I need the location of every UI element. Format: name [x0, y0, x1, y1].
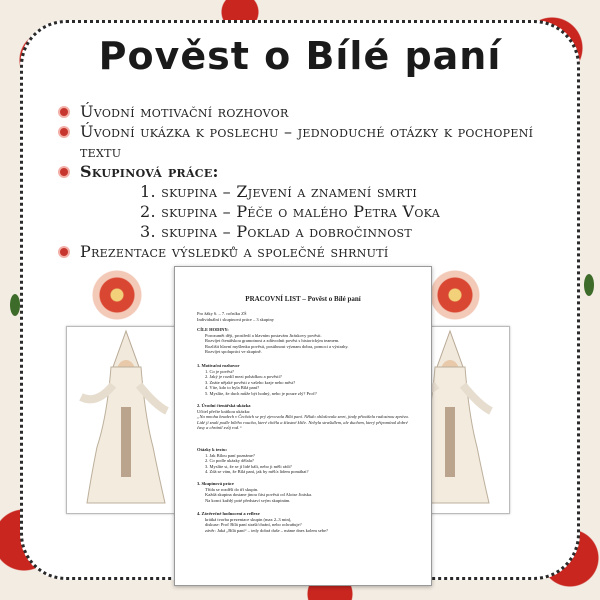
section-line: Třída se rozdělí do tří skupin.: [205, 486, 259, 492]
section-heading: Otázky k textu:: [197, 447, 227, 452]
section-heading: 2. Úvodní čtenářská ukázka: [197, 403, 251, 408]
rose-ornament-icon: [92, 270, 142, 320]
leaf-decoration: [10, 294, 20, 316]
bullet-icon: [58, 126, 70, 138]
worksheet-meta-line: Individuální i skupinová práce – 3 skupiny: [197, 317, 274, 322]
worksheet-section: [197, 447, 413, 475]
section-line: Každá skupina dostane jinou část pověsti od Aloise Jiráska.: [205, 492, 313, 498]
worksheet-title: PRACOVNÍ LIST – Pověst o Bílé paní: [245, 295, 361, 303]
section-line: Rozvíjet čtenářskou gramotnost a zdůvodnit pověst s historickým teamem.: [205, 338, 340, 344]
section-line: krátká tvorba prezentace skupin (max 2–3 min),: [205, 516, 292, 522]
bullet-list: [58, 102, 558, 262]
worksheet-section: [197, 511, 413, 533]
bullet-item: [58, 162, 558, 182]
group-item: 1. skupina – Zjevení a znamení smrti: [140, 182, 418, 201]
section-line: 2. Jaký je rozdíl mezi pohádkou a pověstí?: [205, 374, 282, 380]
section-line: 4. Víte, kdo to byla Bílá paní?: [205, 385, 260, 391]
leaf-decoration: [584, 274, 594, 296]
bullet-icon: [58, 246, 70, 258]
section-line: 1. Co je pověst?: [205, 368, 234, 374]
section-line: 5. Myslíte, že duch může být hodný, nebo je pouze zlý? Proč?: [205, 390, 317, 396]
bullet-text: Prezentace výsledků a společné shrnutí: [80, 242, 389, 261]
section-line: diskuse: Proč Bílá paní straší/chrání, nebo ochraňuje?: [205, 522, 302, 528]
section-line: „Na mnoha hradech v Čechách se prý zjevovala Bílá paní. Někdo ohlašovala smrt, jindy přinášela radostnou zprávu. Lidé jí znali podle bílého roucha, které chtěla a šťastné klíče. Nebyla strašidlem, ale duchem, který připomínal dobré časy a chránil svůj rod.“: [197, 414, 409, 431]
section-line: Rozlišit hlavní myšlenku pověsti, postihnout význam dobra, pomoci a výstrahy.: [205, 343, 349, 349]
section-line: 3. Znáte nějaké pověsti z vašeho kraje nebo měst?: [205, 379, 296, 385]
section-line: Na konci každý poté představí svým skupinám.: [205, 497, 291, 503]
section-line: závěr: Jaká „Bílá paní“ – tedy dobrá duše – máme dnes kolem sebe?: [205, 527, 328, 533]
section-heading: 4. Závěrečné hodnocení a reflexe: [197, 511, 260, 516]
worksheet-section: [197, 403, 413, 431]
section-line: 1. Jak Bílou paní poznáme?: [205, 452, 255, 458]
section-line: Učitel přečte krátkou ukázku:: [197, 408, 251, 414]
bullet-text: Úvodní motivační rozhovor: [80, 102, 289, 121]
page-title: Pověst o Bílé paní: [98, 34, 502, 78]
bullet-text: Skupinová práce:: [80, 162, 219, 181]
section-heading: 1. Motivační rozhovor: [197, 363, 240, 368]
worksheet-section: [197, 363, 413, 397]
bullet-item: [58, 102, 558, 122]
section-heading: CÍLE HODINY:: [197, 327, 229, 332]
bullet-text: Úvodní ukázka k poslechu – jednoduché otázky k pochopení textu: [80, 122, 534, 161]
worksheet-preview: [174, 266, 432, 586]
white-lady-figure-icon: [67, 327, 185, 513]
section-line: Porozumět ději, prostředí a hlavním postavám Jiráskovy pověsti.: [205, 332, 322, 338]
worksheet-section: [197, 327, 413, 355]
section-line: 3. Myslíte si, že se jí lidé báli, nebo ji měli rádi?: [205, 463, 292, 469]
worksheet-section: [197, 481, 413, 503]
white-lady-illustration: [66, 326, 186, 514]
group-item: 3. skupina – Poklad a dobročinnost: [140, 222, 412, 241]
worksheet-meta-line: Pro žáky 6. – 7. ročníku ZŠ: [197, 311, 247, 316]
rose-ornament-icon: [430, 270, 480, 320]
bullet-item: [58, 242, 558, 262]
bullet-icon: [58, 166, 70, 178]
section-heading: 3. Skupinová práce: [197, 481, 234, 486]
bullet-icon: [58, 106, 70, 118]
section-line: 4. Zdá se vám, že Bílá paní, jak by měl/a lidem pomáhat?: [205, 469, 309, 475]
worksheet-meta: [197, 311, 274, 323]
group-item: 2. skupina – Péče o malého Petra Voka: [140, 202, 440, 221]
section-line: Rozvíjet spolupráci ve skupině.: [205, 349, 262, 355]
section-line: 2. Co podle ukázky dělala?: [205, 458, 254, 464]
bullet-item: [58, 122, 558, 162]
